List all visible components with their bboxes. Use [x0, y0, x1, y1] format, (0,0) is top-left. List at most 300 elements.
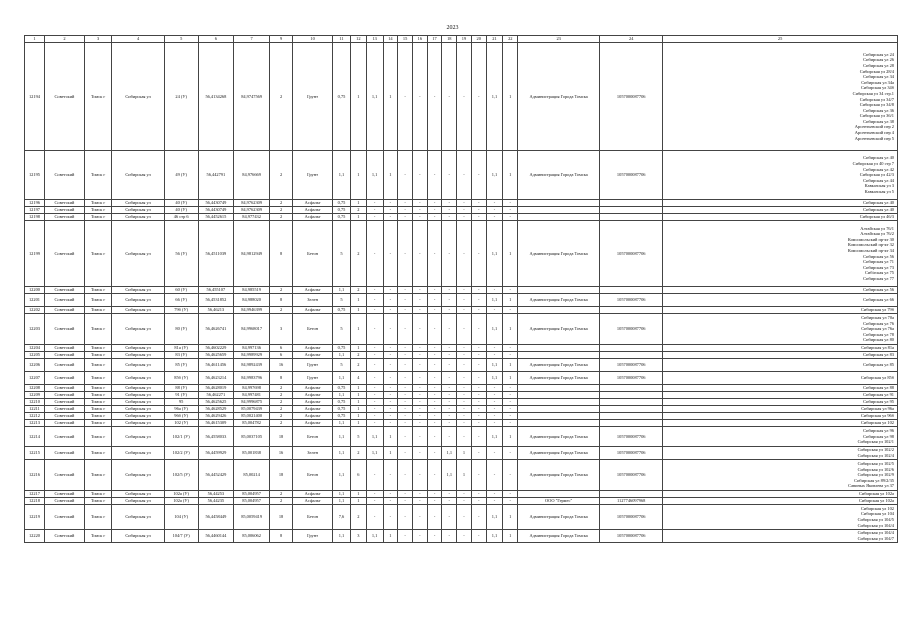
table-cell: -: [457, 530, 472, 543]
table-cell: 102а (У): [164, 498, 198, 505]
table-row: [25, 307, 898, 314]
table-cell: Асфальт: [293, 420, 333, 427]
table-cell: -: [366, 505, 383, 530]
address-line: Алтайская ул 76/1: [860, 225, 894, 231]
address-line: Сибирская ул 40: [863, 200, 894, 206]
table-cell: -: [412, 420, 427, 427]
table-cell: 1057000087706: [600, 43, 663, 151]
table-cell: 12194: [25, 43, 45, 151]
table-cell: Советский: [44, 392, 84, 399]
address-list-cell: [663, 413, 898, 420]
table-cell: -: [442, 406, 457, 413]
address-line: Сибирская ул 78: [863, 331, 894, 337]
table-cell: [518, 392, 600, 399]
table-cell: Сибирская ул: [112, 221, 165, 287]
table-cell: Асфальт: [293, 385, 333, 392]
table-cell: -: [471, 221, 486, 287]
table-cell: 1,1: [486, 314, 503, 345]
table-cell: [600, 406, 663, 413]
table-cell: -: [427, 43, 442, 151]
table-cell: 1: [503, 505, 518, 530]
column-number: 7: [234, 36, 270, 43]
table-cell: -: [486, 413, 503, 420]
table-cell: 2: [270, 307, 293, 314]
table-cell: Сибирская ул: [112, 406, 165, 413]
table-cell: -: [442, 427, 457, 447]
table-cell: Асфальт: [293, 352, 333, 359]
table-cell: 56,4452429: [198, 460, 234, 491]
table-cell: Томск г: [84, 287, 111, 294]
table-cell: Администрация Города Томска: [518, 372, 600, 385]
table-cell: Томск г: [84, 221, 111, 287]
table-cell: 56,4625625: [198, 399, 234, 406]
table-cell: -: [383, 491, 398, 498]
table-cell: [600, 207, 663, 214]
table-cell: 1: [383, 43, 398, 151]
table-cell: 84,977432: [234, 214, 270, 221]
table-cell: -: [427, 307, 442, 314]
table-cell: -: [427, 359, 442, 372]
table-cell: Советский: [44, 200, 84, 207]
table-cell: 84,9946399: [234, 307, 270, 314]
address-line: Сибирская ул 34: [863, 74, 894, 80]
column-number: 9: [270, 36, 293, 43]
table-row: [25, 505, 898, 530]
address-line: Савиных Яковлева ул 37: [848, 483, 894, 489]
table-cell: -: [486, 287, 503, 294]
table-cell: 12209: [25, 392, 45, 399]
table-cell: Сибирская ул: [112, 413, 165, 420]
table-cell: 1: [350, 214, 366, 221]
table-cell: Асфальт: [293, 200, 333, 207]
table-cell: [518, 352, 600, 359]
table-cell: 16: [270, 359, 293, 372]
table-cell: -: [398, 307, 413, 314]
address-line: Комсомольский пр-кт 32: [847, 242, 894, 248]
table-cell: Асфальт: [293, 491, 333, 498]
table-cell: -: [503, 399, 518, 406]
table-cell: [518, 413, 600, 420]
table-cell: 46 стр 6: [164, 214, 198, 221]
table-cell: -: [383, 294, 398, 307]
table-row: [25, 372, 898, 385]
table-cell: 1,1: [333, 530, 351, 543]
table-cell: Сибирская ул: [112, 207, 165, 214]
table-cell: 1,1: [486, 151, 503, 200]
address-line: Сибирская ул 85б: [860, 375, 894, 381]
table-row: [25, 392, 898, 399]
table-cell: -: [442, 420, 457, 427]
table-cell: -: [427, 460, 442, 491]
table-cell: -: [398, 392, 413, 399]
address-list-cell: [663, 447, 898, 460]
table-cell: -: [366, 214, 383, 221]
table-cell: 12201: [25, 294, 45, 307]
table-cell: Томск г: [84, 491, 111, 498]
table-cell: -: [471, 530, 486, 543]
table-cell: 12198: [25, 214, 45, 221]
table-cell: -: [442, 359, 457, 372]
table-cell: Томск г: [84, 359, 111, 372]
table-cell: 1,1: [486, 372, 503, 385]
table-cell: 84,997136: [234, 345, 270, 352]
table-cell: 5: [333, 221, 351, 287]
table-cell: -: [398, 359, 413, 372]
table-cell: Советский: [44, 413, 84, 420]
table-cell: 84,9968017: [234, 314, 270, 345]
table-cell: 102/2 (У): [164, 447, 198, 460]
table-cell: 2: [350, 447, 366, 460]
address-line: Сибирская ул 104: [860, 511, 894, 517]
table-cell: Сибирская ул: [112, 498, 165, 505]
table-cell: 2: [270, 498, 293, 505]
table-row: [25, 314, 898, 345]
table-cell: [518, 399, 600, 406]
table-cell: 1,1: [486, 505, 503, 530]
table-row: [25, 221, 898, 287]
table-cell: Сибирская ул: [112, 372, 165, 385]
table-cell: 2: [350, 287, 366, 294]
table-cell: 2: [350, 221, 366, 287]
table-cell: 85б (У): [164, 372, 198, 385]
address-line: Сибирская ул 71: [863, 259, 894, 265]
table-cell: Администрация Города Томска: [518, 359, 600, 372]
table-cell: -: [398, 287, 413, 294]
table-cell: -: [427, 447, 442, 460]
address-list-cell: [663, 214, 898, 221]
table-cell: -: [471, 359, 486, 372]
table-cell: -: [471, 460, 486, 491]
table-cell: Томск г: [84, 151, 111, 200]
table-cell: -: [398, 200, 413, 207]
table-cell: -: [486, 207, 503, 214]
table-cell: 56,4629426: [198, 413, 234, 420]
table-cell: 8: [270, 530, 293, 543]
table-cell: Советский: [44, 498, 84, 505]
table-cell: -: [412, 359, 427, 372]
address-line: Сибирская ул 88: [863, 385, 894, 391]
table-cell: -: [471, 200, 486, 207]
table-cell: -: [442, 307, 457, 314]
table-cell: -: [383, 345, 398, 352]
table-cell: 18: [270, 427, 293, 447]
table-row: [25, 427, 898, 447]
address-line: Сибирская ул 24: [863, 51, 894, 57]
table-cell: -: [471, 287, 486, 294]
table-cell: 56,4460144: [198, 530, 234, 543]
table-cell: Советский: [44, 307, 84, 314]
table-cell: 1: [350, 406, 366, 413]
table-cell: Сибирская ул: [112, 287, 165, 294]
table-cell: Асфальт: [293, 392, 333, 399]
table-cell: -: [383, 420, 398, 427]
table-cell: -: [471, 399, 486, 406]
table-cell: Советский: [44, 399, 84, 406]
table-cell: Сибирская ул: [112, 43, 165, 151]
table-cell: [600, 352, 663, 359]
table-cell: Томск г: [84, 200, 111, 207]
table-cell: -: [427, 498, 442, 505]
address-line: Сибирская ул 102/4: [857, 453, 894, 458]
table-cell: Томск г: [84, 207, 111, 214]
address-line: Сибирская ул 34б: [860, 85, 894, 91]
table-cell: -: [427, 427, 442, 447]
table-cell: 83 (У): [164, 352, 198, 359]
table-cell: 1: [350, 314, 366, 345]
table-cell: 1,1: [333, 372, 351, 385]
table-cell: 56,455107: [198, 287, 234, 294]
register-table: [24, 35, 898, 543]
table-cell: [600, 307, 663, 314]
address-line: Сибирская ул 102/5: [857, 461, 894, 467]
table-cell: -: [486, 498, 503, 505]
table-cell: 2: [270, 207, 293, 214]
table-cell: 3: [350, 530, 366, 543]
table-cell: 12205: [25, 352, 45, 359]
table-cell: -: [366, 392, 383, 399]
table-cell: 84,985519: [234, 287, 270, 294]
address-line: Сибирская ул 102/9: [857, 472, 894, 478]
table-cell: 2: [270, 491, 293, 498]
table-cell: -: [412, 427, 427, 447]
table-cell: 0,75: [333, 413, 351, 420]
table-row: [25, 530, 898, 543]
address-line: Сибирская ул 96а: [861, 406, 894, 412]
table-cell: 96а (У): [164, 406, 198, 413]
table-cell: -: [457, 359, 472, 372]
table-cell: 1: [350, 498, 366, 505]
table-cell: Томск г: [84, 406, 111, 413]
table-cell: 4: [350, 372, 366, 385]
table-cell: 40 (У): [164, 200, 198, 207]
table-cell: -: [398, 151, 413, 200]
table-cell: -: [427, 314, 442, 345]
table-cell: -: [457, 345, 472, 352]
table-cell: 0,75: [333, 43, 351, 151]
table-cell: Сибирская ул: [112, 359, 165, 372]
table-cell: 2: [270, 399, 293, 406]
table-cell: 1: [457, 460, 472, 491]
table-cell: 8: [270, 221, 293, 287]
table-cell: -: [383, 352, 398, 359]
table-cell: -: [383, 214, 398, 221]
table-cell: -: [427, 207, 442, 214]
table-cell: -: [366, 287, 383, 294]
table-cell: [518, 200, 600, 207]
table-cell: -: [503, 491, 518, 498]
column-number: 15: [398, 36, 413, 43]
table-row: [25, 460, 898, 491]
table-cell: -: [366, 399, 383, 406]
table-cell: 1: [503, 294, 518, 307]
table-cell: -: [412, 207, 427, 214]
table-cell: -: [457, 43, 472, 151]
table-cell: 1: [503, 372, 518, 385]
table-cell: -: [471, 406, 486, 413]
address-line: Сибирская ул 42: [863, 166, 894, 172]
table-cell: Советский: [44, 43, 84, 151]
table-cell: -: [442, 294, 457, 307]
table-cell: 1,1: [333, 420, 351, 427]
table-cell: -: [366, 460, 383, 491]
table-cell: 85,001838: [234, 447, 270, 460]
table-cell: [600, 420, 663, 427]
table-cell: Советский: [44, 221, 84, 287]
table-cell: -: [503, 200, 518, 207]
table-cell: -: [486, 406, 503, 413]
table-cell: Грунт: [293, 43, 333, 151]
address-list-cell: [663, 372, 898, 385]
table-cell: -: [471, 447, 486, 460]
table-cell: -: [383, 207, 398, 214]
table-cell: Томск г: [84, 385, 111, 392]
address-line: Сибирская ул 102а: [859, 498, 894, 504]
table-row: [25, 406, 898, 413]
table-cell: -: [398, 505, 413, 530]
address-line: Сибирская ул 83: [863, 352, 894, 358]
table-cell: -: [471, 392, 486, 399]
table-cell: -: [486, 399, 503, 406]
address-line: Сибирская ул 34а: [861, 79, 894, 85]
table-cell: Сибирская ул: [112, 314, 165, 345]
table-cell: -: [486, 460, 503, 491]
table-cell: [518, 307, 600, 314]
table-cell: Сибирская ул: [112, 420, 165, 427]
table-cell: Асфальт: [293, 287, 333, 294]
table-cell: -: [503, 447, 518, 460]
address-line: Сибирская ул 96б: [860, 413, 894, 419]
table-cell: 1,1: [486, 427, 503, 447]
table-cell: -: [412, 221, 427, 287]
table-cell: 0,75: [333, 214, 351, 221]
column-number: 1: [25, 36, 45, 43]
table-cell: -: [366, 200, 383, 207]
table-cell: Томск г: [84, 447, 111, 460]
column-number-row: [25, 36, 898, 43]
table-cell: Советский: [44, 294, 84, 307]
table-cell: Советский: [44, 427, 84, 447]
table-cell: 24 (У): [164, 43, 198, 151]
address-line: Сибирская ул 104/4: [857, 530, 894, 536]
table-cell: 0,75: [333, 345, 351, 352]
table-cell: 2: [270, 413, 293, 420]
table-cell: 1: [383, 427, 398, 447]
table-cell: -: [442, 491, 457, 498]
table-cell: Сибирская ул: [112, 392, 165, 399]
address-line: Кавказская ул 5: [864, 188, 894, 194]
table-cell: Сибирская ул: [112, 294, 165, 307]
table-cell: 12196: [25, 200, 45, 207]
table-cell: 1057000087706: [600, 447, 663, 460]
table-cell: -: [486, 200, 503, 207]
table-cell: Сибирская ул: [112, 345, 165, 352]
table-cell: 3: [270, 314, 293, 345]
table-cell: 104/7 (У): [164, 530, 198, 543]
table-cell: Сибирская ул: [112, 447, 165, 460]
column-number: 16: [412, 36, 427, 43]
address-list-cell: [663, 427, 898, 447]
table-cell: Советский: [44, 505, 84, 530]
table-cell: 12211: [25, 406, 45, 413]
table-cell: 104 (У): [164, 505, 198, 530]
table-cell: Советский: [44, 287, 84, 294]
table-cell: -: [398, 460, 413, 491]
table-cell: 1,1: [486, 359, 503, 372]
table-cell: -: [457, 427, 472, 447]
table-row: [25, 287, 898, 294]
address-list-cell: [663, 352, 898, 359]
address-list-cell: [663, 307, 898, 314]
table-cell: -: [366, 413, 383, 420]
address-line: Комсомольский пр-кт 34: [847, 247, 894, 253]
table-cell: 12200: [25, 287, 45, 294]
table-cell: 56,4558033: [198, 427, 234, 447]
address-list-cell: [663, 392, 898, 399]
column-number: 13: [366, 36, 383, 43]
table-cell: Томск г: [84, 498, 111, 505]
table-cell: -: [427, 530, 442, 543]
table-cell: -: [486, 447, 503, 460]
table-cell: Сибирская ул: [112, 427, 165, 447]
table-cell: 2: [270, 200, 293, 207]
table-cell: 56,4134268: [198, 43, 234, 151]
column-number: 24: [600, 36, 663, 43]
table-cell: 7,6: [333, 505, 351, 530]
table-cell: 1: [350, 294, 366, 307]
table-cell: -: [457, 505, 472, 530]
table-cell: 12212: [25, 413, 45, 420]
table-cell: Асфальт: [293, 345, 333, 352]
table-cell: 56 (У): [164, 221, 198, 287]
table-cell: -: [471, 352, 486, 359]
table-row: [25, 491, 898, 498]
address-line: Сибирская ул 104/5: [857, 517, 894, 522]
table-cell: -: [503, 385, 518, 392]
address-line: Сибирская ул 28/4: [859, 68, 894, 74]
table-cell: 1,1: [333, 392, 351, 399]
table-cell: 84,997481: [234, 392, 270, 399]
table-cell: 16: [270, 447, 293, 460]
table-cell: Советский: [44, 406, 84, 413]
table-cell: -: [412, 498, 427, 505]
table-cell: -: [366, 307, 383, 314]
table-cell: [518, 420, 600, 427]
table-cell: -: [503, 345, 518, 352]
table-cell: -: [366, 294, 383, 307]
table-cell: Томск г: [84, 214, 111, 221]
table-cell: -: [427, 151, 442, 200]
table-cell: 1057000087706: [600, 372, 663, 385]
table-cell: -: [457, 392, 472, 399]
table-cell: Советский: [44, 151, 84, 200]
column-number: 25: [663, 36, 898, 43]
table-cell: 12204: [25, 345, 45, 352]
table-cell: Томск г: [84, 420, 111, 427]
table-cell: -: [486, 352, 503, 359]
address-line: Сибирская ул 40: [863, 207, 894, 213]
table-cell: -: [398, 406, 413, 413]
table-cell: -: [486, 385, 503, 392]
address-list-cell: [663, 207, 898, 214]
table-cell: -: [503, 352, 518, 359]
table-cell: Сибирская ул: [112, 385, 165, 392]
table-cell: 18: [270, 505, 293, 530]
table-cell: -: [383, 287, 398, 294]
table-cell: 84,997698: [234, 385, 270, 392]
table-cell: Советский: [44, 530, 84, 543]
table-cell: Бетон: [293, 505, 333, 530]
table-cell: -: [366, 491, 383, 498]
